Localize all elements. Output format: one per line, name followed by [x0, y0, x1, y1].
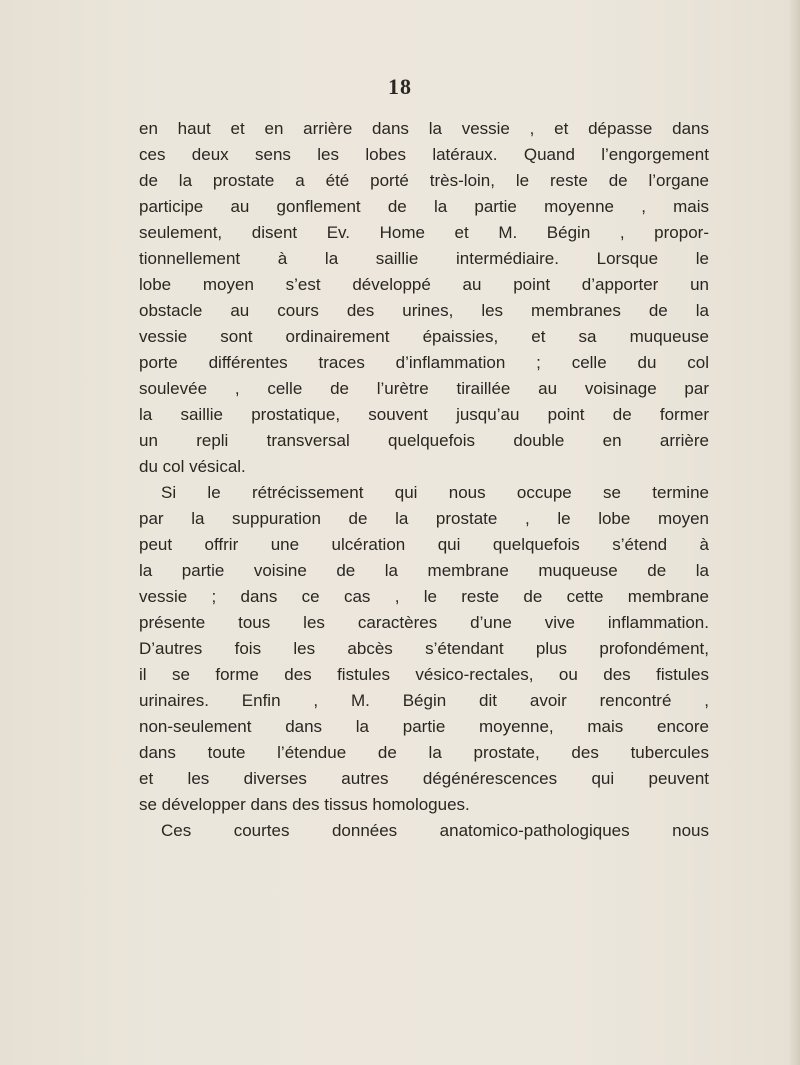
text-line: urinaires. Enfin , M. Bégin dit avoir rencontré , [139, 691, 709, 710]
text-line: un repli transversal quelquefois double en arrière [139, 431, 709, 450]
text-line: par la suppuration de la prostate , le lobe moyen [139, 509, 709, 528]
text-line: vessie ; dans ce cas , le reste de cette membrane [139, 587, 709, 606]
text-line: participe au gonflement de la partie moyenne , mais [139, 197, 709, 216]
text-line: présente tous les caractères d’une vive inflammation. [139, 613, 709, 632]
page-edge-shadow [788, 0, 800, 1065]
text-line: tionnellement à la saillie intermédiaire. Lorsque le [139, 249, 709, 268]
body-text [139, 116, 709, 844]
text-line: peut offrir une ulcération qui quelquefois s’étend à [139, 535, 709, 554]
text-line: D’autres fois les abcès s’étendant plus profondément, [139, 639, 709, 658]
text-line: et les diverses autres dégénérescences qui peuvent [139, 769, 709, 788]
text-line: la partie voisine de la membrane muqueuse de la [139, 561, 709, 580]
paragraph-start-line: Ces courtes données anatomico-pathologiques nous [161, 821, 709, 840]
text-line: dans toute l’étendue de la prostate, des tubercules [139, 743, 709, 762]
text-line: en haut et en arrière dans la vessie , et dépasse dans [139, 119, 709, 138]
text-line: vessie sont ordinairement épaissies, et sa muqueuse [139, 327, 709, 346]
paragraph-start-line: Si le rétrécissement qui nous occupe se termine [161, 483, 709, 502]
text-line: soulevée , celle de l’urètre tiraillée au voisinage par [139, 379, 709, 398]
text-line: obstacle au cours des urines, les membranes de la [139, 301, 709, 320]
text-line: porte différentes traces d’inflammation ; celle du col [139, 353, 709, 372]
text-line: seulement, disent Ev. Home et M. Bégin , propor- [139, 223, 709, 242]
paragraph-end-line: se développer dans des tissus homologues. [139, 795, 470, 814]
text-line: ces deux sens les lobes latéraux. Quand l’engorgement [139, 145, 709, 164]
text-line: lobe moyen s’est développé au point d’apporter un [139, 275, 709, 294]
text-line: la saillie prostatique, souvent jusqu’au point de former [139, 405, 709, 424]
text-line: non-seulement dans la partie moyenne, mais encore [139, 717, 709, 736]
text-line: il se forme des fistules vésico-rectales, ou des fistules [139, 665, 709, 684]
page-number: 18 [388, 74, 412, 99]
paragraph-end-line: du col vésical. [139, 457, 246, 476]
text-line: de la prostate a été porté très-loin, le reste de l’organe [139, 171, 709, 190]
